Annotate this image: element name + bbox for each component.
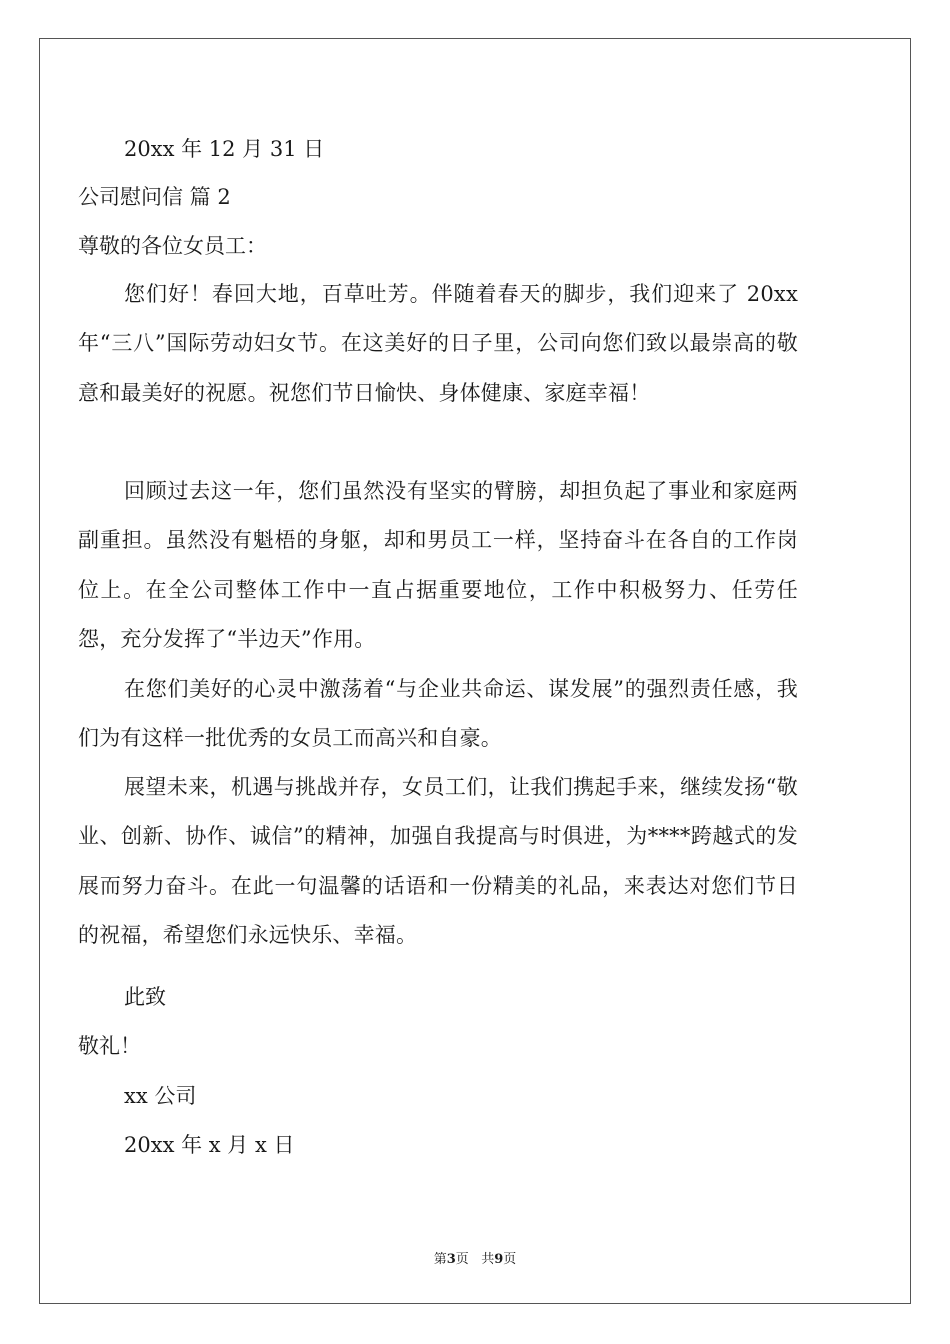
signature: xx 公司 — [124, 1084, 197, 1108]
footer-total-suffix: 页 — [503, 1252, 517, 1267]
regards: 敬礼！ — [78, 1034, 141, 1058]
footer-total-number: 9 — [494, 1252, 504, 1267]
page-footer — [0, 1248, 950, 1267]
paragraph-4: 展望未来，机遇与挑战并存，女员工们，让我们携起手来，继续发扬“敬业、创新、协作、诚信”的精神，加强自我提高与时俱进，为****跨越式的发展而努力奋斗。在此一句温馨的话语和一份精美的礼品，来表达对您们节日的祝福，希望您们永远快乐、幸福。 — [78, 775, 798, 947]
paragraph-2: 回顾过去这一年，您们虽然没有坚实的臂膀，却担负起了事业和家庭两副重担。虽然没有魁梧的身躯，却和男员工一样，坚持奋斗在各自的工作岗位上。在全公司整体工作中一直占据重要地位，工作中积极努力、任劳任怨，充分发挥了“半边天”作用。 — [78, 479, 798, 651]
paragraph-1: 您们好！春回大地，百草吐芳。伴随着春天的脚步，我们迎来了 20xx 年“三八”国际劳动妇女节。在这美好的日子里，公司向您们致以最崇高的敬意和最美好的祝愿。祝您们节日愉快、身体健康、家庭幸福！ — [78, 282, 798, 405]
footer-page-number: 3 — [446, 1252, 456, 1267]
date-top: 20xx 年 12 月 31 日 — [124, 137, 325, 161]
date-bottom: 20xx 年 x 月 x 日 — [124, 1133, 295, 1157]
footer-total-prefix: 共 — [481, 1252, 495, 1267]
salutation: 尊敬的各位女员工： — [78, 234, 267, 258]
footer-page-mid: 页 — [455, 1252, 469, 1267]
paragraph-3: 在您们美好的心灵中激荡着“与企业共命运、谋发展”的强烈责任感，我们为有这样一批优秀的女员工而高兴和自豪。 — [78, 677, 798, 751]
closing: 此致 — [124, 985, 166, 1009]
section-title: 公司慰问信 篇 2 — [78, 185, 231, 209]
footer-page-prefix: 第 — [433, 1252, 447, 1267]
